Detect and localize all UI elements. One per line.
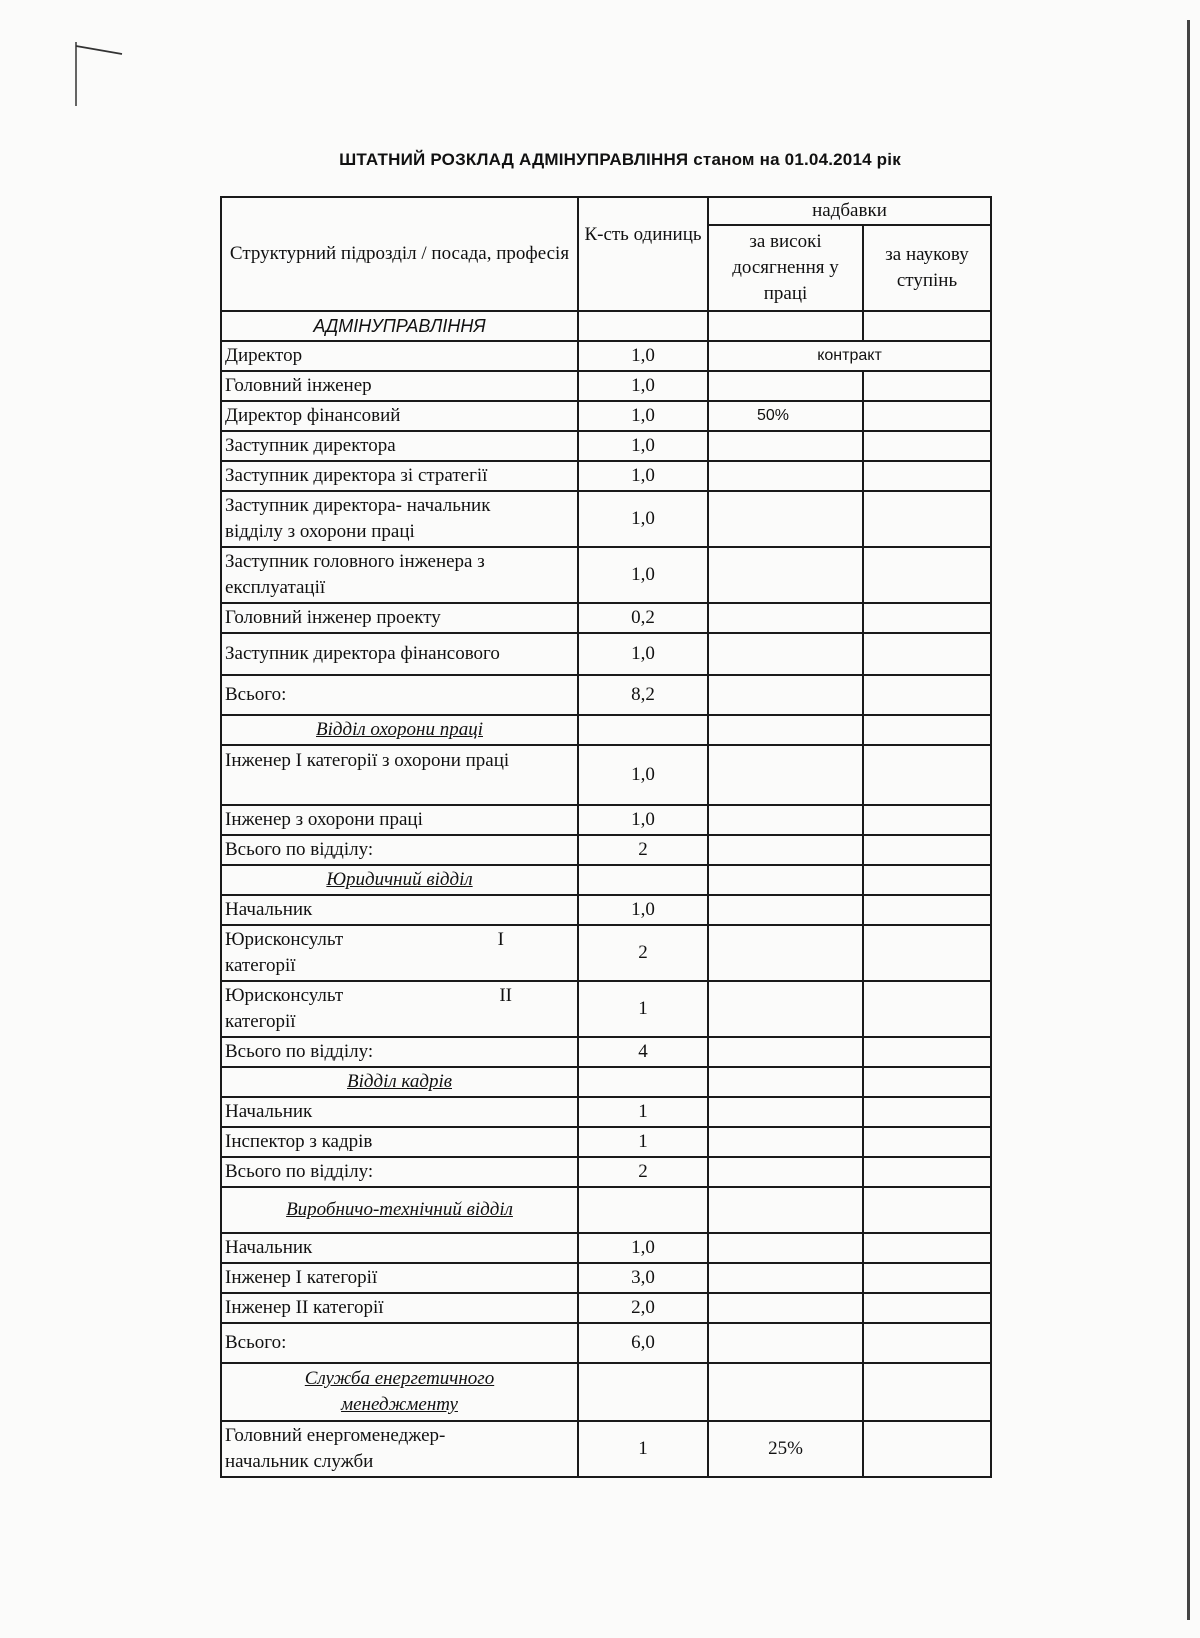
total-row: Всього: 8,2 [221,675,991,715]
header-allowances: надбавки [708,197,991,225]
section-row [221,1363,991,1421]
table-row: Інженер І категорії з охорони праці 1,0 [221,745,991,805]
bonus-value: 25% [708,1421,863,1477]
header-row-1 [221,197,991,225]
table-row: Заступник директора- начальник відділу з охорони праці 1,0 [221,491,991,547]
total-row: Всього: 6,0 [221,1323,991,1363]
header-academic-degree: за наукову ступінь [863,225,991,311]
section-row [221,865,991,895]
page-edge-shadow [1187,20,1190,1620]
table-row: Головний інженер 1,0 [221,371,991,401]
table-row: Начальник 1,0 [221,895,991,925]
table-row: Головний інженер проекту 0,2 [221,603,991,633]
section-row [221,311,991,341]
section-row [221,1187,991,1233]
table-row: Головний енергоменеджер- начальник служби 1 25% [221,1421,991,1477]
table-row: Інспектор з кадрів 1 [221,1127,991,1157]
total-row: Всього по відділу: 2 [221,1157,991,1187]
table-row: Інженер ІІ категорії 2,0 [221,1293,991,1323]
total-row: Всього по відділу: 2 [221,835,991,865]
total-row: Всього по відділу: 4 [221,1037,991,1067]
table-row: Заступник директора 1,0 [221,431,991,461]
section-row [221,715,991,745]
bonus-value: 50% [708,401,863,431]
document-title: ШТАТНИЙ РОЗКЛАД АДМІНУПРАВЛІННЯ станом на 01.04.2014 рік [339,150,901,169]
contract-note: контракт [708,341,991,371]
section-title: Виробничо-технічний відділ [221,1187,578,1233]
table-row: Заступник головного інженера з експлуатації 1,0 [221,547,991,603]
table-row: Заступник директора фінансового 1,0 [221,633,991,675]
section-title: Відділ кадрів [221,1067,578,1097]
header-quantity: К-сть одиниць [578,197,708,311]
header-high-achievement: за високі досягнення у праці [708,225,863,311]
staff-schedule-table [220,196,992,1478]
corner-pen-mark [74,40,126,110]
table-row: Інженер І категорії 3,0 [221,1263,991,1293]
table-row: Інженер з охорони праці 1,0 [221,805,991,835]
table-row: Юрисконсульт ІІ категорії 1 [221,981,991,1037]
section-title: Служба енергетичного менеджменту [221,1363,578,1421]
table-row: Начальник 1 [221,1097,991,1127]
section-row [221,1067,991,1097]
header-position: Структурний підрозділ / посада, професія [221,197,578,311]
table-row: Директор фінансовий 1,0 50% [221,401,991,431]
table-row: Начальник 1,0 [221,1233,991,1263]
section-title: Відділ охорони праці [221,715,578,745]
section-title: АДМІНУПРАВЛІННЯ [221,311,578,341]
table-row: Заступник директора зі стратегії 1,0 [221,461,991,491]
table-row: Директор 1,0 контракт [221,341,991,371]
section-title: Юридичний відділ [221,865,578,895]
table-row: Юрисконсульт І категорії 2 [221,925,991,981]
